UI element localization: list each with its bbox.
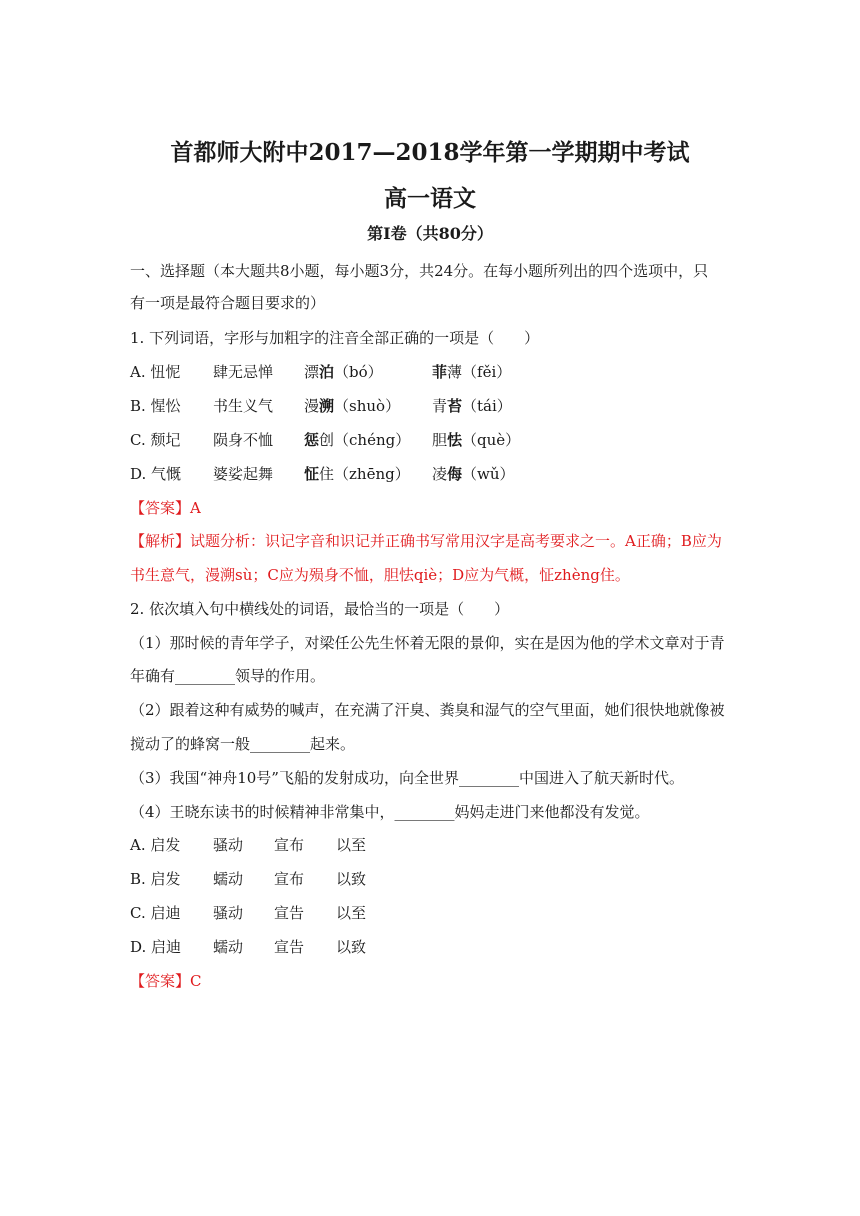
q1-option-word — [432, 463, 515, 484]
q1-option-label: C. 颓圮 — [130, 431, 181, 449]
q1-option-label: D. 气慨 — [130, 465, 182, 483]
word-part: （shuò） — [334, 397, 401, 415]
q2-option-word: 蠕动 — [213, 938, 244, 956]
q2-option-word: 骚动 — [213, 904, 244, 922]
q2-option-word: 以致 — [336, 938, 367, 956]
q1-stem: 1. 下列词语，字形与加粗字的注音全部正确的一项是（ ） — [130, 329, 540, 347]
q2-sentence1-line2: 年确有________领导的作用。 — [130, 667, 326, 685]
q1-analysis-line1 — [130, 530, 722, 551]
q2-option-word: 宣告 — [274, 904, 305, 922]
word-part: 薄（fěi） — [447, 363, 512, 381]
bold-char: 苔 — [447, 397, 463, 415]
q2-stem: 2. 依次填入句中横线处的词语，最恰当的一项是（ ） — [130, 600, 510, 618]
word-part: （wǔ） — [462, 465, 515, 483]
section-heading: 第I卷（共80分） — [367, 224, 493, 243]
q2-option-label: D. 启迪 — [130, 938, 182, 956]
word-part: （tái） — [462, 397, 512, 415]
word-part: 住（zhēng） — [319, 465, 410, 483]
q1-option-word — [432, 429, 520, 450]
q2-option-word: 宣布 — [274, 870, 305, 888]
part1-intro-line1: 一、选择题（本大题共8小题，每小题3分，共24分。在每小题所列出的四个选项中，只 — [130, 262, 709, 280]
q2-option-label: C. 启迪 — [130, 904, 181, 922]
word-part: 漂 — [304, 363, 320, 381]
analysis-tag: 【解析】 — [130, 532, 191, 550]
word-part: 青 — [432, 397, 448, 415]
q1-option-word: 肆无忌惮 — [213, 363, 274, 381]
exam-title: 首都师大附中2017—2018学年第一学期期中考试 — [170, 139, 690, 166]
bold-char: 怯 — [447, 431, 463, 449]
word-part: 胆 — [432, 431, 448, 449]
bold-char: 侮 — [447, 465, 463, 483]
q2-option-word: 蠕动 — [213, 870, 244, 888]
q1-option-word: 婆娑起舞 — [213, 465, 274, 483]
bold-char: 惩 — [304, 431, 320, 449]
bold-char: 泊 — [319, 363, 335, 381]
q2-sentence3: （3）我国“神舟10号”飞船的发射成功，向全世界________中国进入了航天新时代。 — [130, 769, 684, 787]
q1-option-word — [432, 395, 512, 416]
q1-option-word — [304, 463, 410, 484]
q2-sentence2-line1: （2）跟着这种有威势的喊声，在充满了汗臭、粪臭和湿气的空气里面，她们很快地就像被 — [130, 701, 725, 719]
q2-option-word: 以至 — [336, 836, 367, 854]
q1-option-word: 陨身不恤 — [213, 431, 274, 449]
exam-subject: 高一语文 — [384, 185, 476, 212]
q1-option-word — [304, 395, 400, 416]
q1-analysis-line2: 书生意气，漫溯sù；C应为殒身不恤，胆怯qiè；D应为气概，怔zhèng住。 — [130, 566, 630, 584]
q1-option-word — [432, 361, 511, 382]
part1-intro-line2: 有一项是最符合题目要求的） — [130, 294, 326, 312]
bold-char: 怔 — [304, 465, 320, 483]
q1-option-word — [304, 429, 410, 450]
q2-sentence4: （4）王晓东读书的时候精神非常集中，________妈妈走进门来他都没有发觉。 — [130, 803, 650, 821]
q1-option-label: A. 忸怩 — [130, 363, 181, 381]
word-part: 创（chéng） — [319, 431, 411, 449]
analysis-text: 试题分析：识记字音和识记并正确书写常用汉字是高考要求之一。A正确；B应为 — [190, 532, 722, 550]
bold-char: 溯 — [319, 397, 335, 415]
q1-answer: 【答案】A — [130, 499, 201, 517]
q1-option-word: 书生义气 — [213, 397, 274, 415]
q2-option-word: 以至 — [336, 904, 367, 922]
q2-option-word: 骚动 — [213, 836, 244, 854]
q2-option-label: A. 启发 — [130, 836, 181, 854]
q2-sentence1-line1: （1）那时候的青年学子，对梁任公先生怀着无限的景仰，实在是因为他的学术文章对于青 — [130, 634, 725, 652]
q2-option-label: B. 启发 — [130, 870, 181, 888]
q2-answer: 【答案】C — [130, 972, 202, 990]
q2-option-word: 以致 — [336, 870, 367, 888]
q1-option-word — [304, 361, 383, 382]
word-part: 漫 — [304, 397, 320, 415]
q1-option-label: B. 惺忪 — [130, 397, 181, 415]
bold-char: 菲 — [432, 363, 448, 381]
q2-option-word: 宣布 — [274, 836, 305, 854]
word-part: （bó） — [334, 363, 383, 381]
word-part: （què） — [462, 431, 521, 449]
q2-sentence2-line2: 搅动了的蜂窝一般________起来。 — [130, 735, 356, 753]
word-part: 凌 — [432, 465, 448, 483]
q2-option-word: 宣告 — [274, 938, 305, 956]
